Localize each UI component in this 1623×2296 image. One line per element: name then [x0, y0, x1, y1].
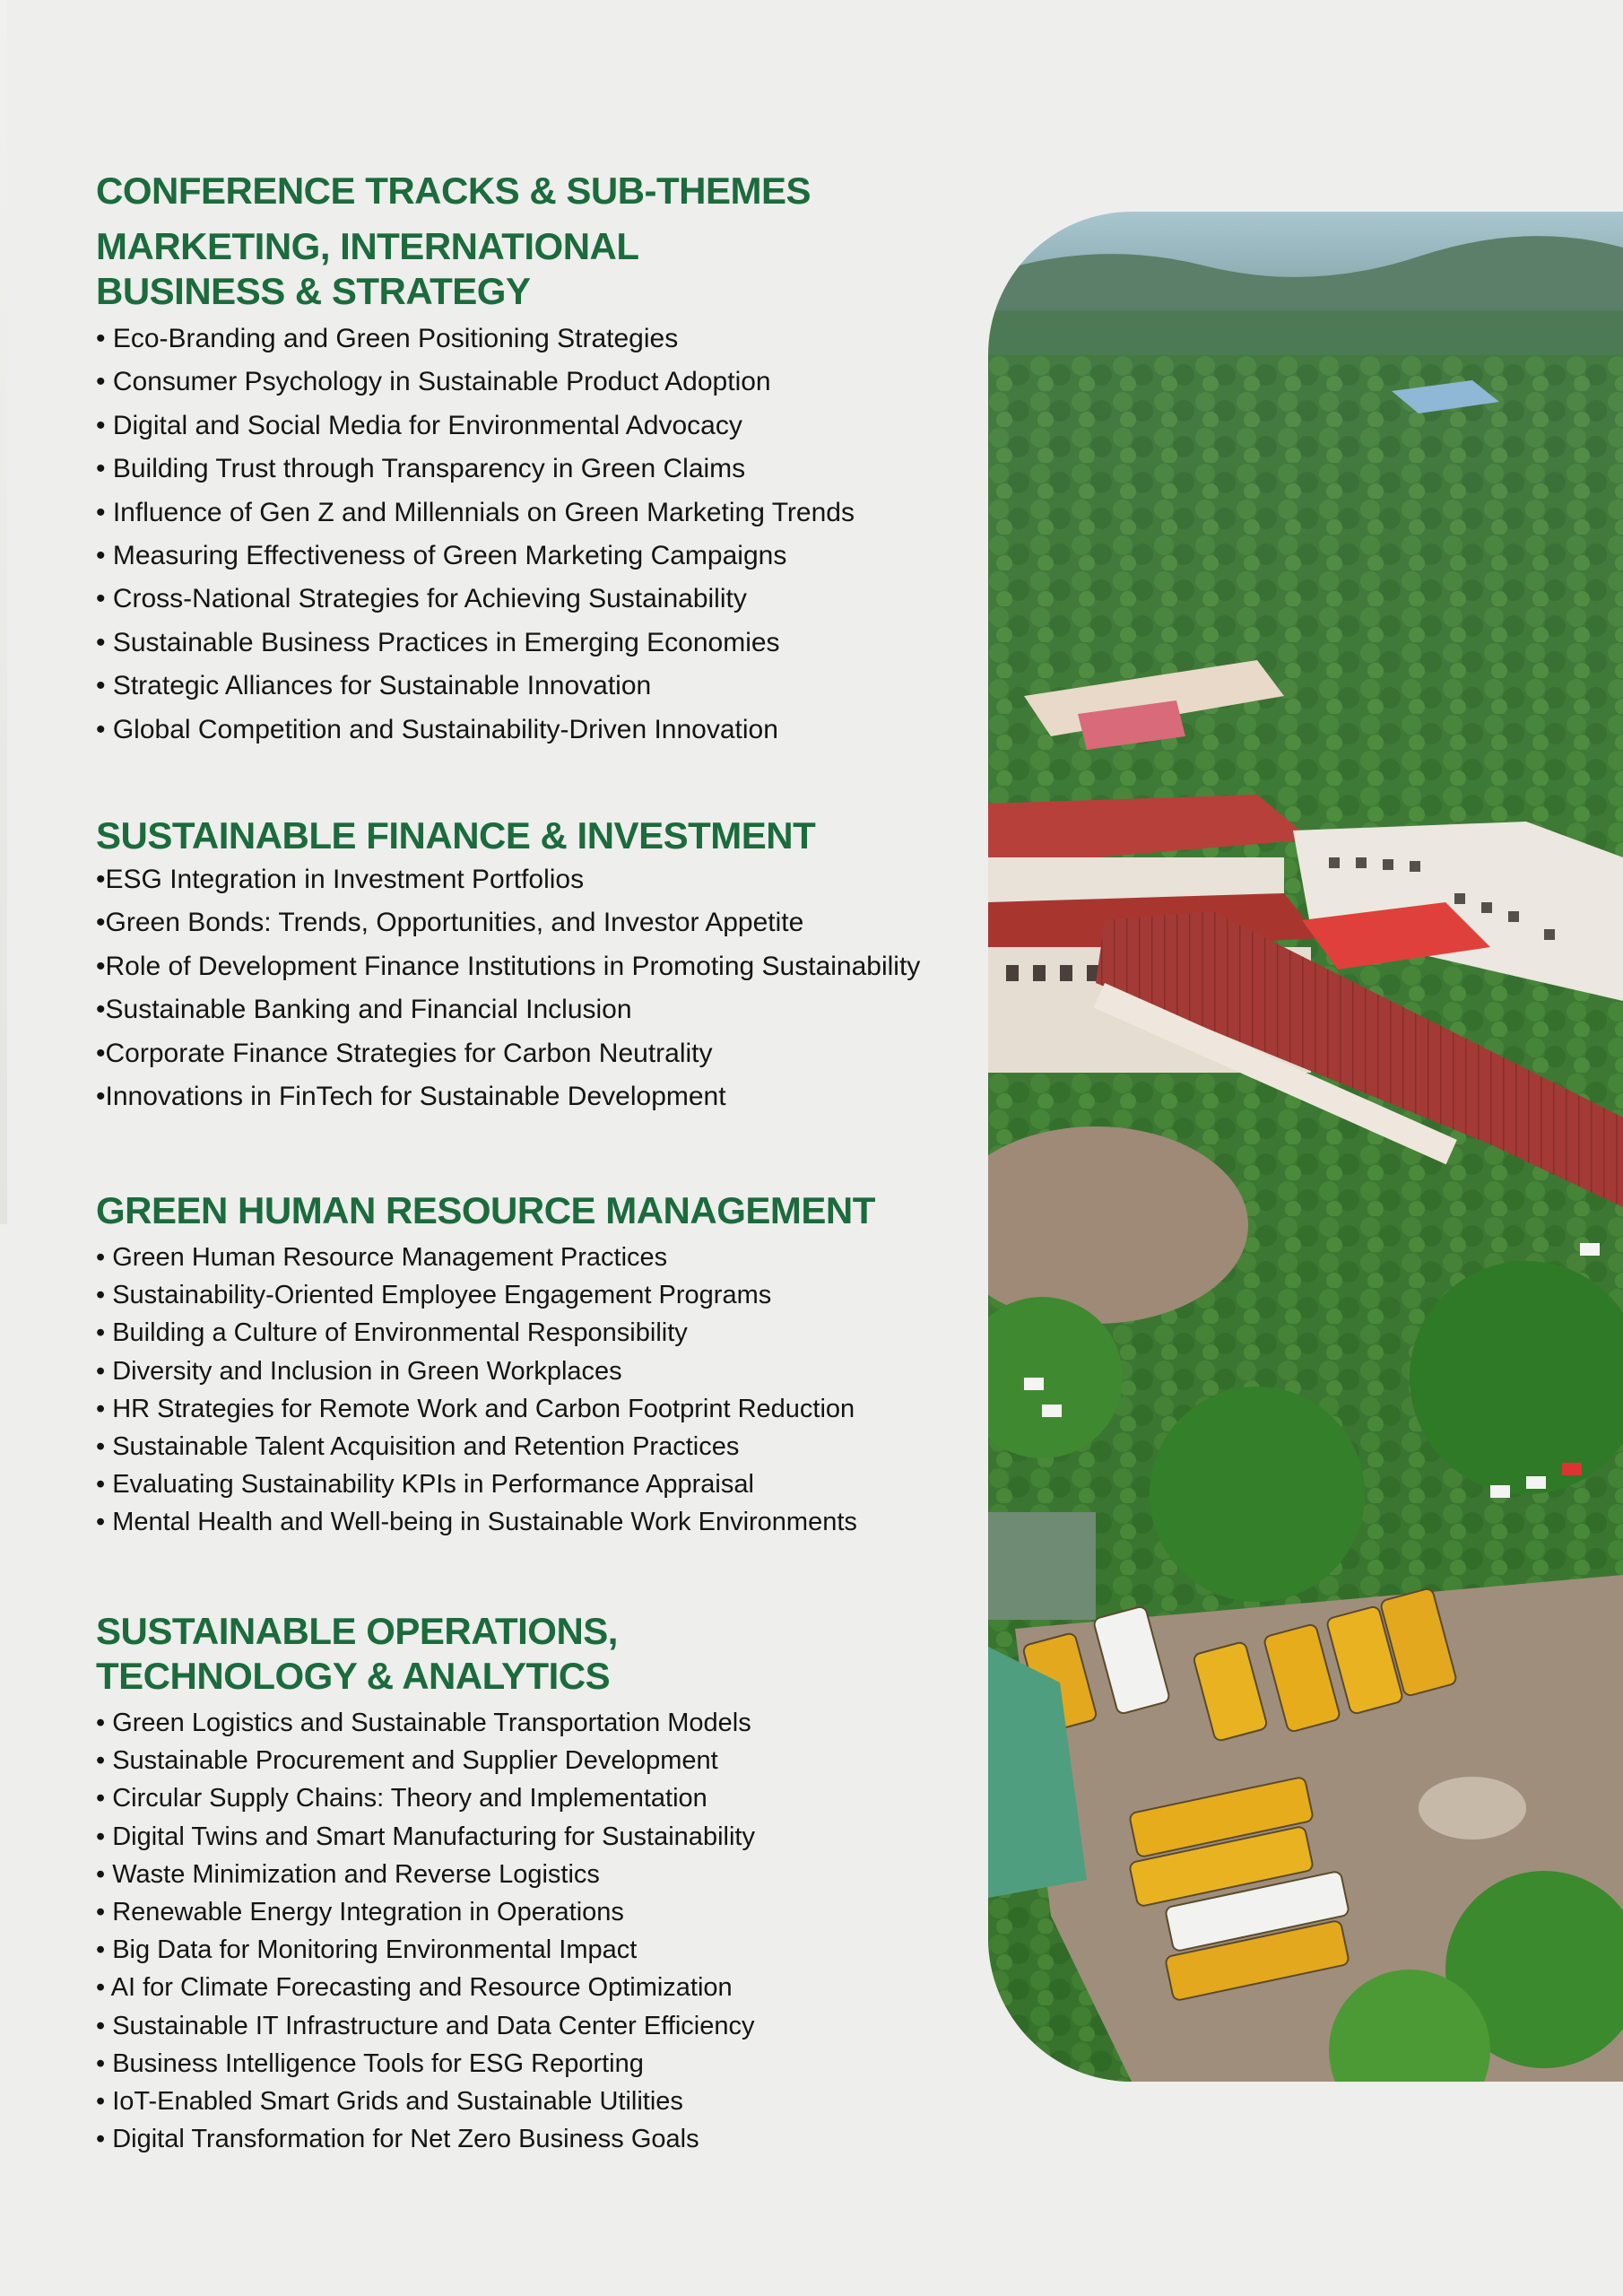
- list-item: • Building Trust through Transparency in Green Claims: [96, 454, 746, 484]
- list-item: •Green Bonds: Trends, Opportunities, and Investor Appetite: [96, 908, 804, 938]
- list-item: • Green Logistics and Sustainable Transportation Models: [96, 1709, 751, 1737]
- list-item: • Eco-Branding and Green Positioning Strategies: [96, 324, 679, 353]
- track-operations: [96, 1609, 993, 2158]
- section-title-line: SUSTAINABLE OPERATIONS,: [96, 1610, 618, 1652]
- track-finance: [96, 813, 993, 1118]
- topic-list: [96, 1239, 993, 1542]
- list-item: • Sustainable Talent Acquisition and Retention Practices: [96, 1432, 740, 1462]
- section-title-line: MARKETING, INTERNATIONAL: [96, 225, 639, 267]
- list-item: • Mental Health and Well-being in Sustainable Work Environments: [96, 1508, 857, 1537]
- list-item: • Green Human Resource Management Practices: [96, 1243, 668, 1272]
- list-item: • Sustainable Procurement and Supplier Development: [96, 1746, 718, 1776]
- list-item: •Sustainable Banking and Financial Inclusion: [96, 995, 632, 1025]
- left-edge-strip: [0, 0, 7, 1224]
- list-item: • Digital Transformation for Net Zero Business Goals: [96, 2125, 699, 2154]
- page-title: CONFERENCE TRACKS & SUB-THEMES: [96, 170, 812, 212]
- section-title-line: BUSINESS & STRATEGY: [96, 270, 531, 312]
- list-item: • Big Data for Monitoring Environmental Impact: [96, 1935, 638, 1965]
- list-item: • Consumer Psychology in Sustainable Product Adoption: [96, 367, 771, 397]
- list-item: • Circular Supply Chains: Theory and Implementation: [96, 1784, 707, 1813]
- topic-list: [96, 1704, 993, 2158]
- list-item: • Strategic Alliances for Sustainable Innovation: [96, 671, 652, 701]
- list-item: • Global Competition and Sustainability-Driven Innovation: [96, 714, 778, 744]
- topic-list: [96, 317, 993, 752]
- list-item: •ESG Integration in Investment Portfolios: [96, 865, 585, 894]
- section-title-line: SUSTAINABLE FINANCE & INVESTMENT: [96, 814, 816, 857]
- list-item: • AI for Climate Forecasting and Resource Optimization: [96, 1973, 733, 2003]
- topic-list: [96, 858, 993, 1118]
- section-title: [96, 224, 993, 314]
- list-item: •Role of Development Finance Institutions in Promoting Sustainability: [96, 951, 921, 981]
- section-title-line: TECHNOLOGY & ANALYTICS: [96, 1655, 611, 1697]
- track-marketing: [96, 224, 993, 752]
- list-item: • Renewable Energy Integration in Operations: [96, 1898, 624, 1927]
- list-item: • Diversity and Inclusion in Green Workplaces: [96, 1356, 622, 1386]
- list-item: •Corporate Finance Strategies for Carbon Neutrality: [96, 1038, 713, 1068]
- list-item: • Sustainable IT Infrastructure and Data Center Efficiency: [96, 2011, 755, 2040]
- list-item: • Cross-National Strategies for Achieving Sustainability: [96, 584, 747, 614]
- list-item: • Business Intelligence Tools for ESG Reporting: [96, 2048, 644, 2078]
- section-title-line: GREEN HUMAN RESOURCE MANAGEMENT: [96, 1189, 875, 1231]
- list-item: • Waste Minimization and Reverse Logistics: [96, 1859, 600, 1889]
- list-item: • Measuring Effectiveness of Green Marketing Campaigns: [96, 541, 787, 571]
- section-title: [96, 813, 993, 858]
- list-item: •Innovations in FinTech for Sustainable Development: [96, 1082, 726, 1112]
- list-item: • Influence of Gen Z and Millennials on Green Marketing Trends: [96, 497, 855, 527]
- list-item: • IoT-Enabled Smart Grids and Sustainable Utilities: [96, 2087, 683, 2117]
- list-item: • HR Strategies for Remote Work and Carbon Footprint Reduction: [96, 1394, 855, 1423]
- list-item: • Sustainability-Oriented Employee Engagement Programs: [96, 1281, 772, 1310]
- list-item: • Digital Twins and Smart Manufacturing for Sustainability: [96, 1822, 755, 1851]
- section-title: [96, 1188, 993, 1233]
- list-item: • Digital and Social Media for Environmental Advocacy: [96, 410, 742, 440]
- track-green-hrm: [96, 1188, 993, 1542]
- list-item: • Sustainable Business Practices in Emerging Economies: [96, 627, 780, 657]
- list-item: • Building a Culture of Environmental Responsibility: [96, 1318, 688, 1348]
- section-title: [96, 1609, 993, 1699]
- list-item: • Evaluating Sustainability KPIs in Performance Appraisal: [96, 1470, 754, 1500]
- campus-aerial-photo: [988, 212, 1623, 2082]
